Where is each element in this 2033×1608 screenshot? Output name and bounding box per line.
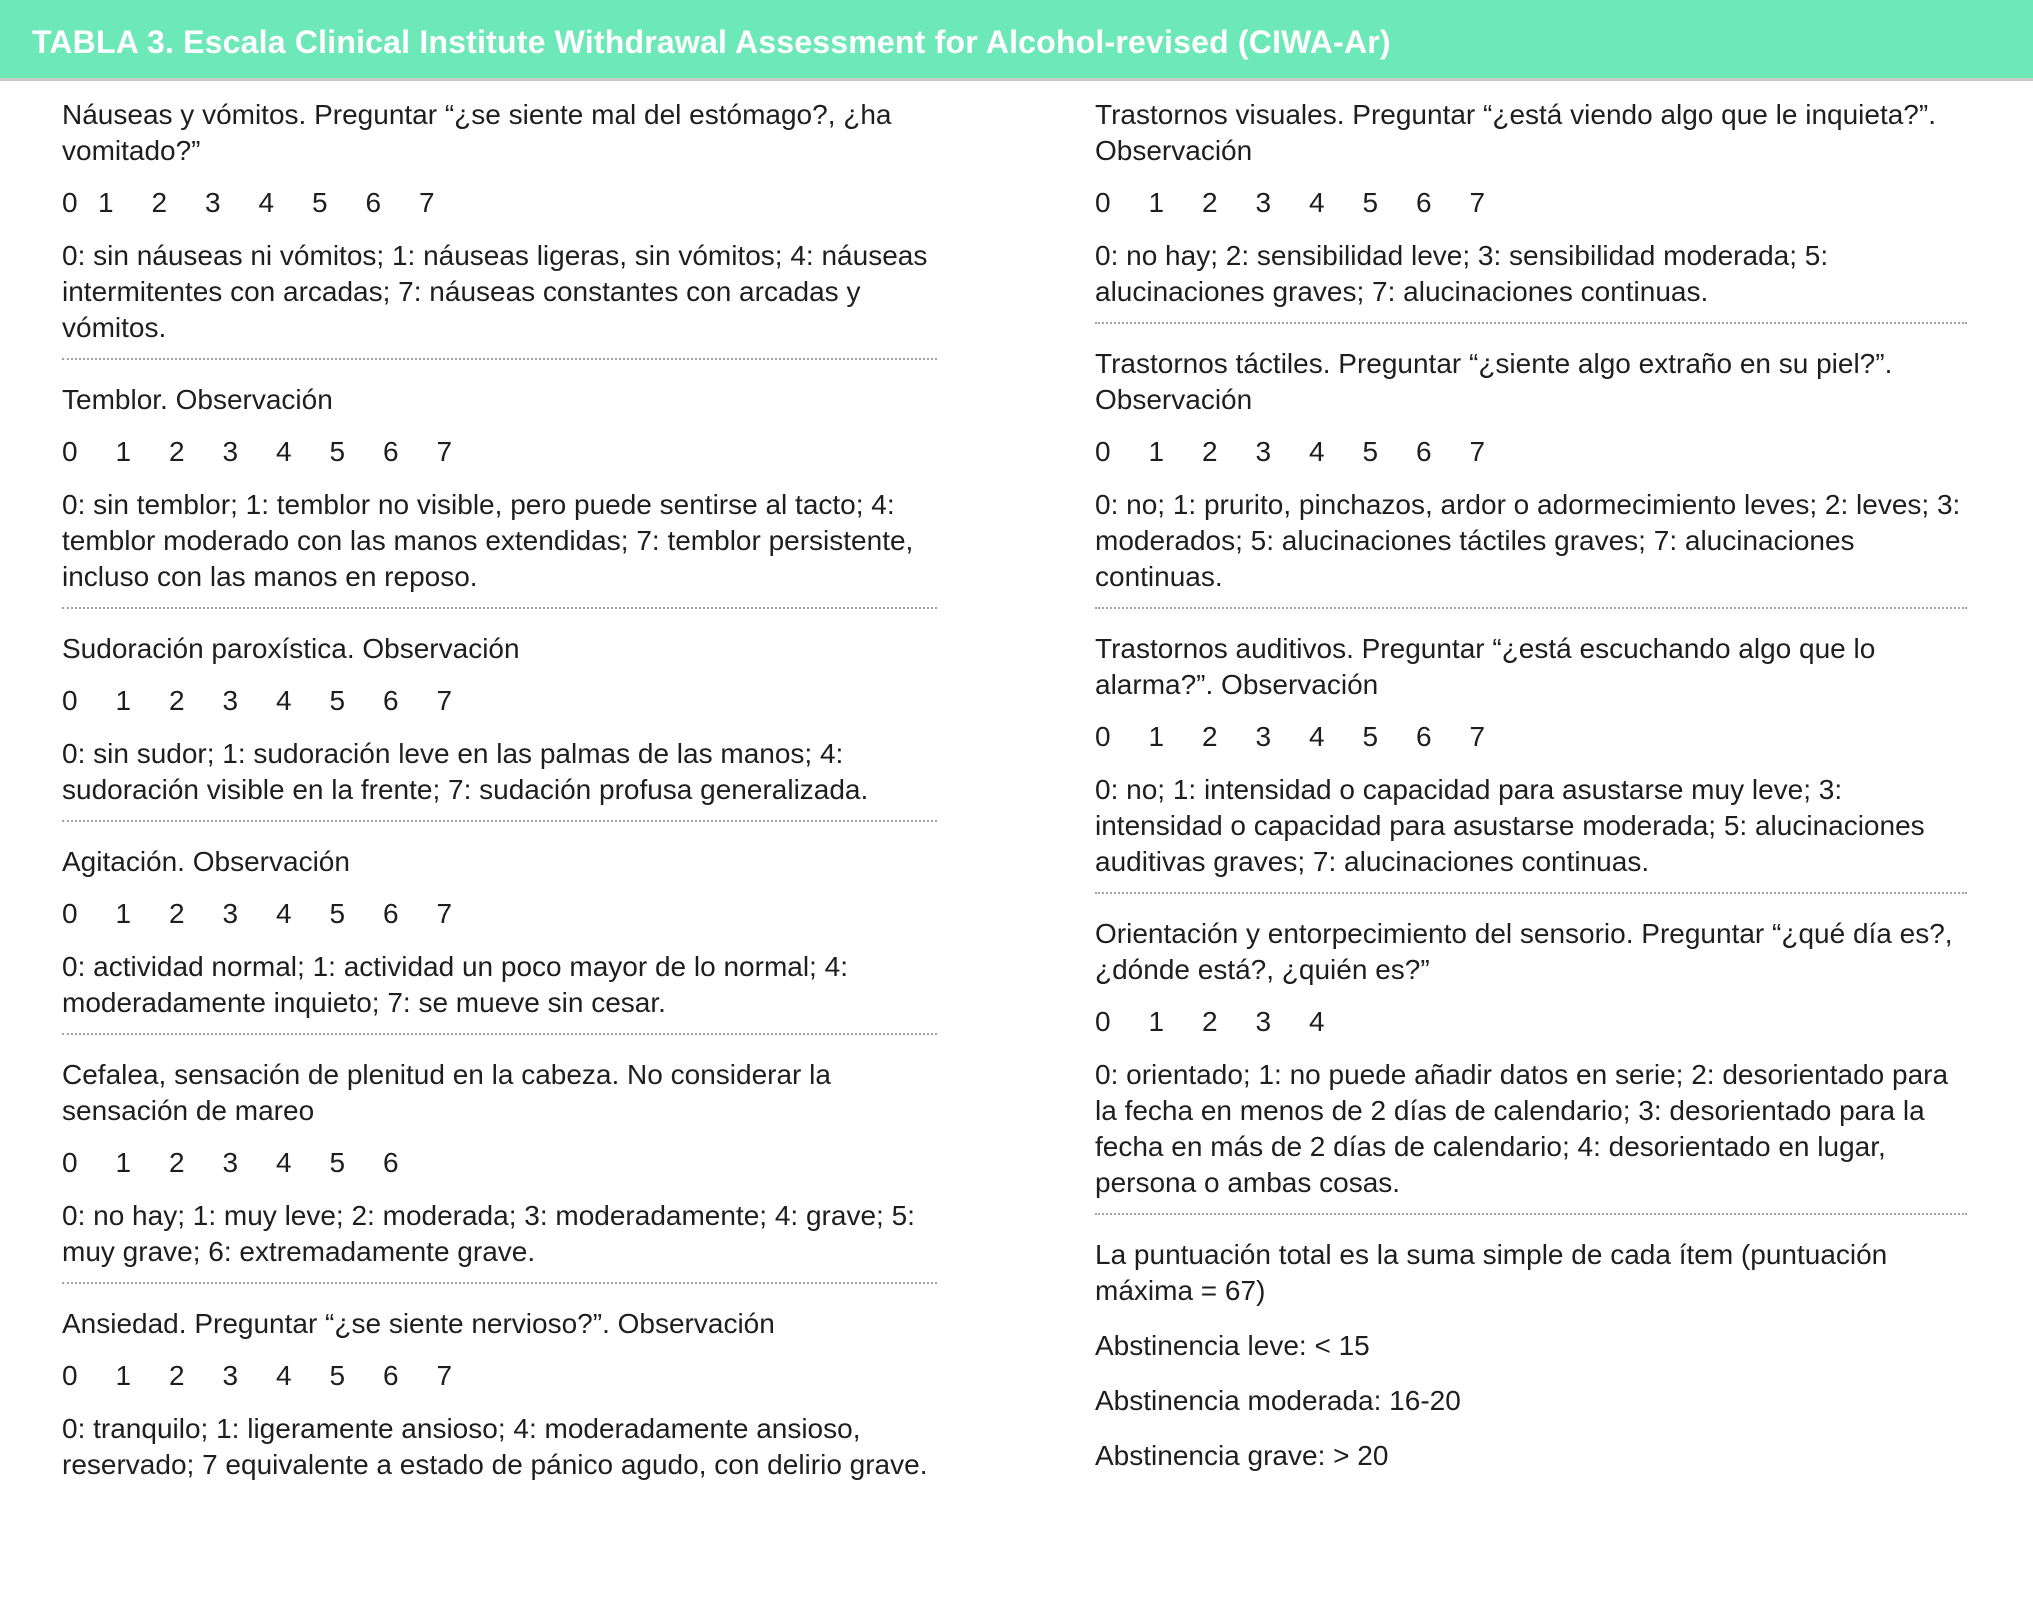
score-value: 2 (1202, 436, 1218, 467)
score-value: 5 (329, 685, 346, 716)
score-value: 2 (1202, 721, 1218, 752)
score-value: 5 (329, 898, 346, 929)
item-trastornos-tactiles (1095, 346, 1967, 609)
score-value: 1 (115, 898, 132, 929)
score-value: 3 (222, 1360, 239, 1391)
score-value: 4 (258, 187, 275, 218)
score-value: 0 (62, 685, 78, 716)
item-description: 0: no hay; 2: sensibilidad leve; 3: sensibilidad moderada; 5: alucinaciones graves; 7: alucinaciones continuas. (1095, 240, 1829, 307)
score-scale (1095, 434, 1967, 470)
item-description: 0: no; 1: intensidad o capacidad para asustarse muy leve; 3: intensidad o capacidad para asustarse moderada; 5: alucinaciones auditivas graves; 7: alucinaciones continuas. (1095, 774, 1925, 877)
score-value: 6 (383, 1147, 399, 1178)
severe-withdrawal: Abstinencia grave: > 20 (1095, 1440, 1389, 1471)
score-value: 6 (383, 1360, 399, 1391)
score-value: 3 (1255, 436, 1272, 467)
score-value: 5 (1362, 436, 1379, 467)
item-description: 0: no; 1: prurito, pinchazos, ardor o adormecimiento leves; 2: leves; 3: moderados; 5: alucinaciones táctiles graves; 7: alucinaciones continuas. (1095, 489, 1961, 592)
item-title: Trastornos táctiles. Preguntar “¿siente algo extraño en su piel?”. Observación (1095, 348, 1893, 415)
score-value: 0 (1095, 1006, 1111, 1037)
score-value: 2 (151, 187, 168, 218)
score-value: 7 (436, 685, 453, 716)
score-value: 0 (1095, 187, 1111, 218)
item-description: 0: no hay; 1: muy leve; 2: moderada; 3: moderadamente; 4: grave; 5: muy grave; 6: extremadamente grave. (62, 1200, 915, 1267)
score-value: 0 (62, 436, 78, 467)
item-title: Orientación y entorpecimiento del sensorio. Preguntar “¿qué día es?, ¿dónde está?, ¿quién es?” (1095, 918, 1953, 985)
item-agitacion (62, 844, 937, 1035)
score-value: 6 (383, 685, 399, 716)
table-header-bar (0, 0, 2033, 81)
score-scale (62, 896, 937, 932)
score-value: 7 (1469, 187, 1486, 218)
score-value: 2 (169, 898, 185, 929)
score-value: 3 (1255, 187, 1272, 218)
score-value: 5 (312, 187, 328, 218)
score-scale (62, 1145, 937, 1181)
score-scale (1095, 1004, 1967, 1040)
score-value: 5 (329, 1147, 346, 1178)
score-value: 6 (1416, 187, 1432, 218)
score-value: 3 (205, 187, 221, 218)
score-value: 1 (115, 436, 132, 467)
score-value: 7 (1469, 721, 1486, 752)
score-scale (62, 1358, 937, 1394)
score-value: 7 (436, 1360, 453, 1391)
item-title: Cefalea, sensación de plenitud en la cabeza. No considerar la sensación de mareo (62, 1059, 831, 1126)
score-value: 2 (1202, 1006, 1218, 1037)
score-value: 2 (169, 685, 185, 716)
item-nauseas (62, 97, 937, 360)
score-value: 4 (1309, 1006, 1325, 1037)
score-value: 4 (1309, 721, 1325, 752)
score-value: 3 (1255, 1006, 1272, 1037)
item-description: 0: tranquilo; 1: ligeramente ansioso; 4: moderadamente ansioso, reservado; 7 equivalente a estado de pánico agudo, con delirio grave. (62, 1413, 928, 1480)
score-value: 6 (1416, 436, 1432, 467)
score-value: 1 (1148, 187, 1165, 218)
score-value: 2 (169, 436, 185, 467)
score-scale (62, 434, 937, 470)
score-value: 2 (1202, 187, 1218, 218)
score-value: 3 (1255, 721, 1272, 752)
score-value: 0 (62, 898, 78, 929)
score-value: 4 (276, 1360, 292, 1391)
total-score-block (1095, 1237, 1967, 1474)
score-value: 3 (222, 1147, 239, 1178)
score-value: 1 (1148, 721, 1165, 752)
total-score-text: La puntuación total es la suma simple de cada ítem (puntuación máxima = 67) (1095, 1239, 1888, 1306)
score-value: 5 (1362, 187, 1379, 218)
score-value: 3 (222, 436, 239, 467)
score-scale (62, 683, 937, 719)
score-value: 2 (169, 1147, 185, 1178)
item-cefalea (62, 1057, 937, 1284)
item-description: 0: orientado; 1: no puede añadir datos en serie; 2: desorientado para la fecha en menos de 2 días de calendario; 3: desorientado para la fecha en más de 2 días de calendario; 4: desorientado en lugar, persona o ambas cosas. (1095, 1059, 1949, 1198)
item-title: Ansiedad. Preguntar “¿se siente nervioso?”. Observación (62, 1308, 775, 1339)
score-value: 3 (222, 685, 239, 716)
score-value: 4 (1309, 187, 1325, 218)
item-orientacion (1095, 916, 1967, 1215)
score-value: 3 (222, 898, 239, 929)
table-title: TABLA 3. Escala Clinical Institute Withdrawal Assessment for Alcohol-revised (CIWA-Ar) (32, 24, 1391, 60)
item-trastornos-auditivos (1095, 631, 1967, 894)
item-title: Trastornos visuales. Preguntar “¿está viendo algo que le inquieta?”. Observación (1095, 99, 1936, 166)
score-value: 4 (276, 898, 292, 929)
score-value: 1 (115, 1360, 132, 1391)
left-column (62, 97, 937, 1517)
mild-withdrawal: Abstinencia leve: < 15 (1095, 1330, 1370, 1361)
score-value: 1 (115, 1147, 132, 1178)
item-description: 0: sin sudor; 1: sudoración leve en las palmas de las manos; 4: sudoración visible en la frente; 7: sudación profusa generalizada. (62, 738, 869, 805)
score-value: 1 (115, 685, 132, 716)
score-value: 7 (436, 898, 453, 929)
item-description: 0: actividad normal; 1: actividad un poco mayor de lo normal; 4: moderadamente inquieto; 7: se mueve sin cesar. (62, 951, 848, 1018)
score-value: 6 (383, 898, 399, 929)
item-sudoracion (62, 631, 937, 822)
score-value: 7 (419, 187, 435, 218)
score-value: 4 (1309, 436, 1325, 467)
item-temblor (62, 382, 937, 609)
right-column (1095, 97, 1967, 1493)
score-scale (62, 185, 937, 221)
score-value: 1 (1148, 1006, 1165, 1037)
item-ansiedad (62, 1306, 937, 1495)
item-trastornos-visuales (1095, 97, 1967, 324)
score-value: 0 (62, 187, 78, 218)
item-description: 0: sin náuseas ni vómitos; 1: náuseas ligeras, sin vómitos; 4: náuseas intermitentes con arcadas; 7: náuseas constantes con arcadas y vómitos. (62, 240, 928, 343)
item-title: Temblor. Observación (62, 384, 333, 415)
score-value: 6 (383, 436, 399, 467)
score-value: 0 (62, 1147, 78, 1178)
item-title: Agitación. Observación (62, 846, 350, 877)
item-title: Trastornos auditivos. Preguntar “¿está escuchando algo que lo alarma?”. Observación (1095, 633, 1876, 700)
score-value: 0 (1095, 436, 1111, 467)
item-title: Náuseas y vómitos. Preguntar “¿se siente mal del estómago?, ¿ha vomitado?” (62, 99, 892, 166)
score-value: 4 (276, 436, 292, 467)
moderate-withdrawal: Abstinencia moderada: 16-20 (1095, 1385, 1461, 1416)
score-value: 7 (436, 436, 453, 467)
score-value: 5 (329, 436, 346, 467)
score-value: 0 (62, 1360, 78, 1391)
score-value: 5 (1362, 721, 1379, 752)
score-scale (1095, 185, 1967, 221)
score-value: 4 (276, 1147, 292, 1178)
score-value: 1 (98, 187, 114, 218)
score-value: 0 (1095, 721, 1111, 752)
item-title: Sudoración paroxística. Observación (62, 633, 520, 664)
score-value: 5 (329, 1360, 346, 1391)
score-scale (1095, 719, 1967, 755)
item-description: 0: sin temblor; 1: temblor no visible, pero puede sentirse al tacto; 4: temblor moderado con las manos extendidas; 7: temblor persistente, incluso con las manos en reposo. (62, 489, 914, 592)
score-value: 6 (1416, 721, 1432, 752)
score-value: 7 (1469, 436, 1486, 467)
score-value: 1 (1148, 436, 1165, 467)
score-value: 4 (276, 685, 292, 716)
score-value: 2 (169, 1360, 185, 1391)
score-value: 6 (365, 187, 382, 218)
